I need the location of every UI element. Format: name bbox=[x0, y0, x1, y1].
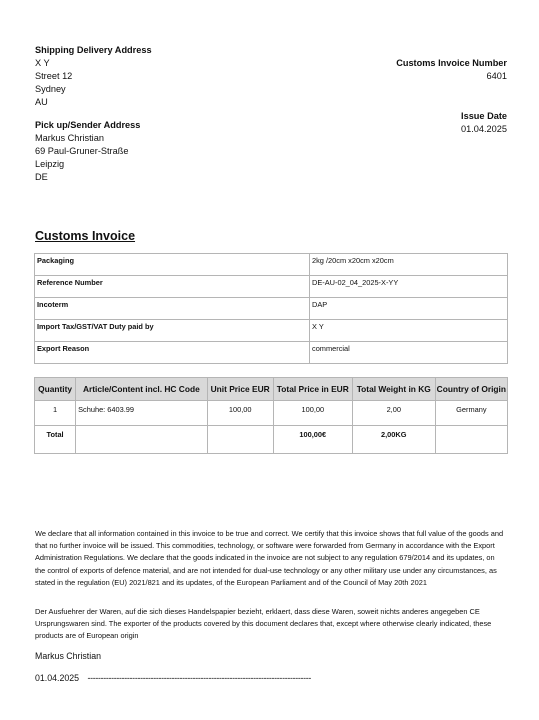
info-key: Export Reason bbox=[35, 342, 310, 364]
column-header-country: Country of Origin bbox=[435, 378, 507, 401]
table-row bbox=[35, 276, 508, 298]
sender-address-line: Leipzig bbox=[35, 159, 65, 169]
info-value: DAP bbox=[310, 298, 508, 320]
signature-date: 01.04.2025 bbox=[35, 673, 80, 683]
table-row bbox=[35, 401, 508, 426]
total-price-cell: 100,00 bbox=[273, 401, 352, 426]
shipping-address-line: Sydney bbox=[35, 84, 66, 94]
declaration-english: We declare that all information contained in this invoice to be true and correct. We certify that this invoice shows that full value of the goods and that no further invoice will be issued. This commodities, technology, or software were forwarded from Germany in accordance with the Export Administration Regulations. We declare that the goods indicated in the invoice are not subject to any regulation 679/2014 and its updates, on the control of exports of defence material, and are not intended for dual-use technology or any other military use under any circumstances, as stated in the regulation (EU) 2021/821 and its updates, of the European Parliament and of the Council of May 20th 2021 bbox=[35, 529, 504, 587]
total-article-cell bbox=[76, 426, 208, 454]
signature-line: ------------------------------------------------------------------------------------- bbox=[87, 673, 311, 683]
shipping-address-line: Street 12 bbox=[35, 71, 73, 81]
signature-line-block bbox=[35, 673, 311, 683]
shipping-address-header: Shipping Delivery Address bbox=[35, 45, 152, 55]
signature-name: Markus Christian bbox=[35, 651, 101, 661]
shipping-address-block bbox=[35, 44, 152, 109]
info-value: X Y bbox=[310, 320, 508, 342]
sender-address-line: 69 Paul-Gruner-Straße bbox=[35, 146, 129, 156]
sender-address-header: Pick up/Sender Address bbox=[35, 120, 141, 130]
invoice-number-block bbox=[396, 57, 507, 83]
total-weight-cell: 2,00KG bbox=[352, 426, 435, 454]
sender-address-line: Markus Christian bbox=[35, 133, 104, 143]
info-value: 2kg /20cm x20cm x20cm bbox=[310, 254, 508, 276]
total-price-cell: 100,00€ bbox=[273, 426, 352, 454]
info-key: Import Tax/GST/VAT Duty paid by bbox=[35, 320, 310, 342]
table-row bbox=[35, 298, 508, 320]
unit-price-cell: 100,00 bbox=[207, 401, 273, 426]
info-key: Incoterm bbox=[35, 298, 310, 320]
issue-date-label: Issue Date bbox=[461, 111, 507, 121]
column-header-article: Article/Content incl. HC Code bbox=[76, 378, 208, 401]
info-value: DE-AU-02_04_2025-X-YY bbox=[310, 276, 508, 298]
country-cell: Germany bbox=[435, 401, 507, 426]
goods-table bbox=[34, 377, 508, 454]
total-row bbox=[35, 426, 508, 454]
info-value: commercial bbox=[310, 342, 508, 364]
table-row bbox=[35, 320, 508, 342]
invoice-number-value: 6401 bbox=[486, 71, 507, 81]
shipping-address-line: X Y bbox=[35, 58, 50, 68]
shipment-info-table bbox=[34, 253, 508, 364]
info-key: Reference Number bbox=[35, 276, 310, 298]
column-header-quantity: Quantity bbox=[35, 378, 76, 401]
page-title: Customs Invoice bbox=[35, 229, 136, 243]
column-header-total-price: Total Price in EUR bbox=[273, 378, 352, 401]
quantity-cell: 1 bbox=[35, 401, 76, 426]
table-row bbox=[35, 342, 508, 364]
total-unit-price-cell bbox=[207, 426, 273, 454]
column-header-total-weight: Total Weight in KG bbox=[352, 378, 435, 401]
shipping-address-line: AU bbox=[35, 97, 48, 107]
issue-date-value: 01.04.2025 bbox=[461, 124, 507, 134]
column-header-unit-price: Unit Price EUR bbox=[207, 378, 273, 401]
sender-address-block bbox=[35, 119, 140, 184]
sender-address-line: DE bbox=[35, 172, 48, 182]
table-header-row bbox=[35, 378, 508, 401]
total-country-cell bbox=[435, 426, 507, 454]
article-cell: Schuhe: 6403.99 bbox=[76, 401, 208, 426]
table-row bbox=[35, 254, 508, 276]
declaration-german: Der Ausfuehrer der Waren, auf die sich dieses Handelspapier bezieht, erklaert, dass diese Waren, soweit nichts anderes angegeben CE Ursprungswaren sind. The exporter of the products covered by this document declares that, except where otherwise clearly indicated, these products are of European origin bbox=[35, 607, 492, 641]
total-weight-cell: 2,00 bbox=[352, 401, 435, 426]
info-key: Packaging bbox=[35, 254, 310, 276]
invoice-number-label: Customs Invoice Number bbox=[396, 58, 507, 68]
issue-date-block bbox=[461, 110, 507, 136]
total-label-cell: Total bbox=[35, 426, 76, 454]
